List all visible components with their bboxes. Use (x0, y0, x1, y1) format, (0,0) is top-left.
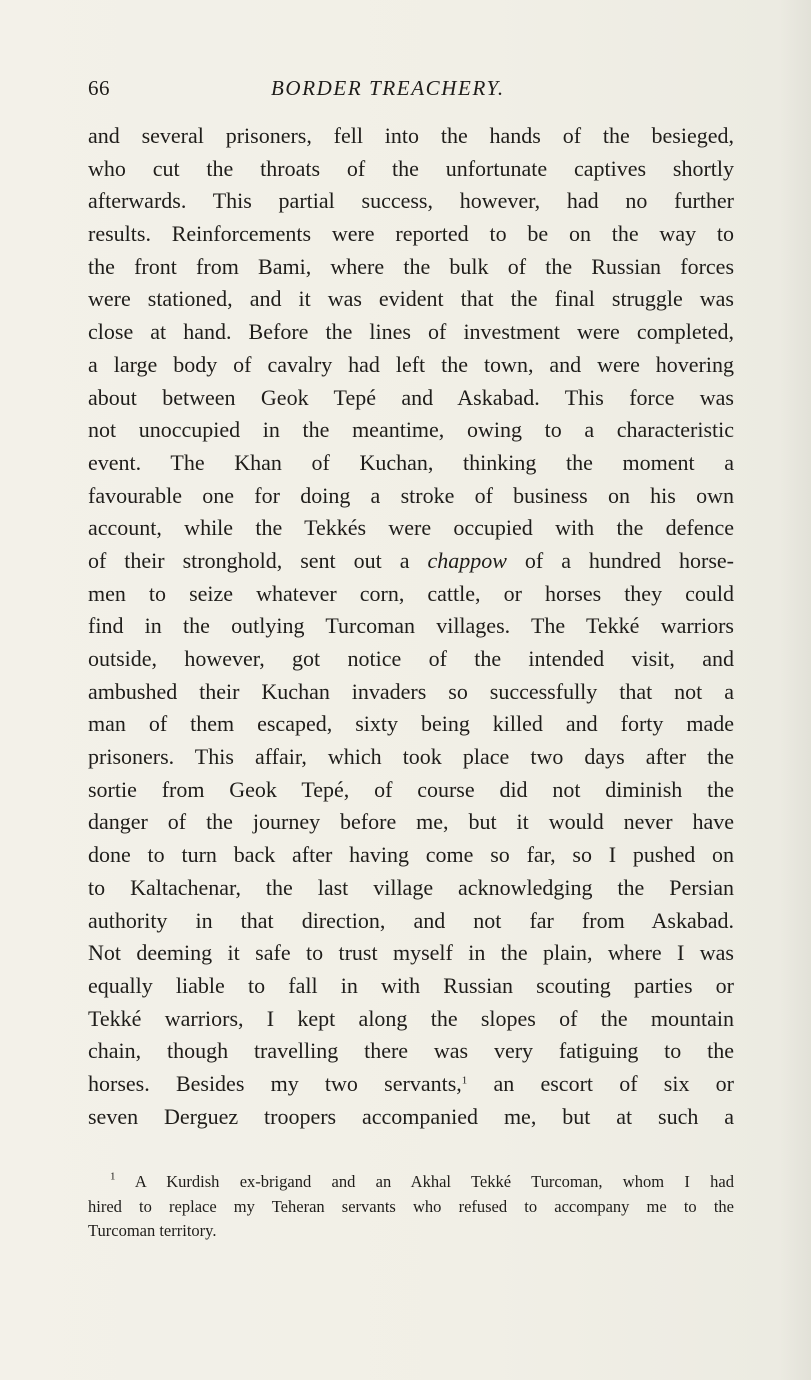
footnote-text: A Kurdish ex-brigand and an Akhal Tekké Turcoman, whom I had (134, 1172, 734, 1191)
running-head: BORDER TREACHERY. (271, 76, 505, 100)
text-line: account, while the Tekkés were occupied with the defence (88, 515, 734, 541)
text-line: and several prisoners, fell into the hands of the besieged, (88, 123, 734, 148)
italic-term: chappow (427, 547, 507, 573)
text-line: find in the outlying Turcoman villages. The Tekké warriors (88, 613, 734, 639)
footnote-reference: 1 (461, 1074, 468, 1087)
text-segment: horses. Besides my two servants, (88, 1070, 462, 1096)
text-segment: an escort of six or (467, 1070, 735, 1096)
text-segment: of a hundred horse- (506, 547, 734, 573)
text-line: not unoccupied in the meantime, owing to a characteristic (88, 417, 734, 443)
text-line: event. The Khan of Kuchan, thinking the moment a (88, 449, 734, 475)
text-line: who cut the throats of the unfortunate captives shortly (88, 155, 734, 181)
text-line: men to seize whatever corn, cattle, or horses they could (88, 580, 734, 606)
text-line: sortie from Geok Tepé, of course did not diminish the (88, 776, 734, 802)
text-line: close at hand. Before the lines of investment were completed, (88, 319, 734, 345)
text-line: Not deeming it safe to trust myself in the plain, where I was (88, 940, 734, 966)
text-line (88, 545, 734, 578)
page-number: 66 (88, 76, 110, 100)
text-line: danger of the journey before me, but it would never have (88, 809, 734, 835)
text-line: a large body of cavalry had left the town, and were hovering (88, 351, 734, 377)
text-line (88, 1068, 734, 1101)
text-line: chain, though travelling there was very fatiguing to the (88, 1038, 734, 1064)
text-line: outside, however, got notice of the intended visit, and (88, 646, 734, 671)
text-line: favourable one for doing a stroke of business on his own (88, 482, 734, 508)
footnote-line: Turcoman territory. (88, 1221, 217, 1240)
footnote-line: hired to replace my Teheran servants who refused to accompany me to the (88, 1196, 734, 1216)
footnote-line (88, 1170, 734, 1195)
text-line: Tekké warriors, I kept along the slopes of the mountain (88, 1005, 734, 1031)
text-line: about between Geok Tepé and Askabad. This force was (88, 384, 734, 410)
body-text (88, 120, 734, 1133)
footnote-marker: 1 (110, 1170, 116, 1183)
text-segment: of their stronghold, sent out a (88, 547, 428, 573)
footnote (88, 1170, 734, 1244)
text-line: afterwards. This partial success, however, had no further (88, 188, 734, 214)
text-line: man of them escaped, sixty being killed and forty made (88, 711, 734, 737)
page-header (88, 76, 734, 100)
text-line: results. Reinforcements were reported to be on the way to (88, 221, 734, 247)
text-line: equally liable to fall in with Russian scouting parties or (88, 972, 734, 998)
text-line: prisoners. This affair, which took place two days after the (88, 744, 734, 770)
text-line: the front from Bami, where the bulk of the Russian forces (88, 253, 734, 279)
text-line: seven Derguez troopers accompanied me, but at such a (88, 1103, 734, 1129)
text-line: to Kaltachenar, the last village acknowledging the Persian (88, 874, 734, 900)
text-line: done to turn back after having come so far, so I pushed on (88, 842, 734, 868)
text-line: ambushed their Kuchan invaders so successfully that not a (88, 678, 734, 704)
text-line: were stationed, and it was evident that the final struggle was (88, 286, 734, 312)
text-line: authority in that direction, and not far from Askabad. (88, 907, 734, 933)
